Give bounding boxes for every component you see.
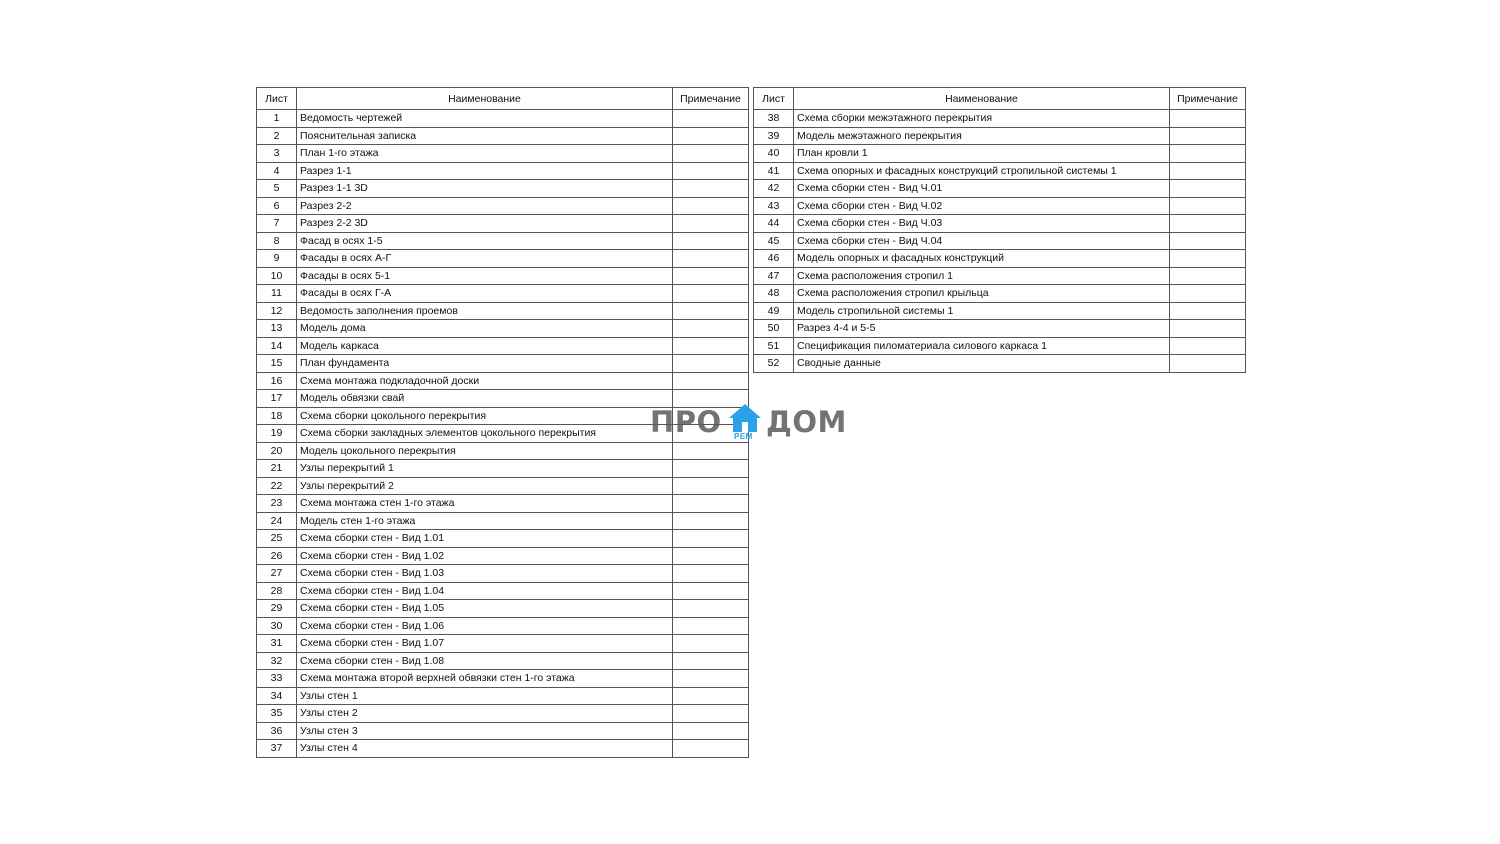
- sheet-name: Фасад в осях 1-5: [297, 232, 673, 250]
- sheet-name: Фасады в осях Г-А: [297, 285, 673, 303]
- sheet-name: Модель стропильной системы 1: [794, 302, 1170, 320]
- sheet-note: [673, 285, 749, 303]
- header-sheet: Лист: [754, 88, 794, 110]
- sheet-note: [673, 617, 749, 635]
- table-row: [257, 250, 749, 268]
- table-row: [754, 110, 1246, 128]
- sheet-name: Схема сборки стен - Вид 1.03: [297, 565, 673, 583]
- sheet-name: Схема монтажа второй верхней обвязки стен 1-го этажа: [297, 670, 673, 688]
- table-row: [754, 127, 1246, 145]
- sheet-number: 23: [257, 495, 297, 513]
- sheet-note: [673, 267, 749, 285]
- sheet-note: [1170, 162, 1246, 180]
- sheet-number: 40: [754, 145, 794, 163]
- sheet-number: 38: [754, 110, 794, 128]
- sheet-name: Схема сборки стен - Вид 1.06: [297, 617, 673, 635]
- sheet-number: 48: [754, 285, 794, 303]
- sheet-name: Разрез 2-2: [297, 197, 673, 215]
- table-row: [754, 232, 1246, 250]
- sheet-number: 47: [754, 267, 794, 285]
- sheet-name: Схема монтажа подкладочной доски: [297, 372, 673, 390]
- sheet-note: [673, 495, 749, 513]
- sheet-number: 32: [257, 652, 297, 670]
- sheet-number: 3: [257, 145, 297, 163]
- sheet-number: 39: [754, 127, 794, 145]
- sheet-number: 30: [257, 617, 297, 635]
- sheet-note: [1170, 302, 1246, 320]
- sheet-name: Схема сборки межэтажного перекрытия: [794, 110, 1170, 128]
- table-row: [257, 477, 749, 495]
- sheet-name: Модель дома: [297, 320, 673, 338]
- sheet-number: 13: [257, 320, 297, 338]
- sheet-number: 36: [257, 722, 297, 740]
- table-row: [754, 197, 1246, 215]
- table-row: [257, 302, 749, 320]
- sheet-note: [1170, 215, 1246, 233]
- sheet-number: 42: [754, 180, 794, 198]
- sheet-name: Модель каркаса: [297, 337, 673, 355]
- table-row: [754, 355, 1246, 373]
- table-row: [257, 320, 749, 338]
- sheet-number: 35: [257, 705, 297, 723]
- sheet-note: [673, 687, 749, 705]
- table-row: [257, 215, 749, 233]
- sheet-name: Разрез 1-1 3D: [297, 180, 673, 198]
- table-row: [754, 320, 1246, 338]
- sheet-number: 10: [257, 267, 297, 285]
- header-note: Примечание: [1170, 88, 1246, 110]
- sheet-note: [673, 127, 749, 145]
- sheet-name: Разрез 1-1: [297, 162, 673, 180]
- sheet-number: 37: [257, 740, 297, 758]
- sheet-number: 11: [257, 285, 297, 303]
- table-header-row: [754, 88, 1246, 110]
- sheet-note: [673, 460, 749, 478]
- sheet-note: [673, 705, 749, 723]
- sheet-note: [1170, 110, 1246, 128]
- sheet-note: [673, 302, 749, 320]
- sheet-note: [1170, 355, 1246, 373]
- sheet-name: Схема сборки стен - Вид 1.04: [297, 582, 673, 600]
- sheet-name: Фасады в осях А-Г: [297, 250, 673, 268]
- sheet-note: [673, 652, 749, 670]
- table-row: [257, 705, 749, 723]
- sheet-note: [673, 145, 749, 163]
- sheet-note: [673, 722, 749, 740]
- sheet-note: [673, 530, 749, 548]
- sheet-name: Фасады в осях 5-1: [297, 267, 673, 285]
- sheet-note: [673, 565, 749, 583]
- table-row: [257, 652, 749, 670]
- sheet-number: 25: [257, 530, 297, 548]
- sheet-name: Схема расположения стропил 1: [794, 267, 1170, 285]
- sheet-note: [673, 337, 749, 355]
- header-note: Примечание: [673, 88, 749, 110]
- sheet-name: Схема расположения стропил крыльца: [794, 285, 1170, 303]
- table-row: [754, 285, 1246, 303]
- sheet-number: 33: [257, 670, 297, 688]
- sheet-name: Пояснительная записка: [297, 127, 673, 145]
- table-row: [754, 302, 1246, 320]
- sheet-note: [673, 740, 749, 758]
- sheet-name: Схема сборки цокольного перекрытия: [297, 407, 673, 425]
- sheet-name: Модель стен 1-го этажа: [297, 512, 673, 530]
- table-row: [754, 250, 1246, 268]
- sheet-number: 31: [257, 635, 297, 653]
- sheet-note: [673, 670, 749, 688]
- table-row: [257, 512, 749, 530]
- sheet-note: [673, 180, 749, 198]
- sheet-number: 27: [257, 565, 297, 583]
- sheet-name: Ведомость чертежей: [297, 110, 673, 128]
- sheet-note: [673, 197, 749, 215]
- logo-text-left: ПРО: [650, 405, 722, 439]
- sheet-name: Схема сборки стен - Вид Ч.04: [794, 232, 1170, 250]
- sheet-number: 51: [754, 337, 794, 355]
- sheet-number: 8: [257, 232, 297, 250]
- header-name: Наименование: [794, 88, 1170, 110]
- sheet-number: 20: [257, 442, 297, 460]
- sheet-name: Схема сборки стен - Вид 1.01: [297, 530, 673, 548]
- sheet-note: [673, 512, 749, 530]
- sheet-number: 28: [257, 582, 297, 600]
- table-row: [257, 372, 749, 390]
- table-row: [257, 197, 749, 215]
- sheet-note: [673, 582, 749, 600]
- sheet-note: [673, 320, 749, 338]
- sheet-name: Схема сборки стен - Вид 1.02: [297, 547, 673, 565]
- sheet-number: 12: [257, 302, 297, 320]
- sheet-name: Схема сборки стен - Вид 1.07: [297, 635, 673, 653]
- table-row: [257, 110, 749, 128]
- table-row: [754, 145, 1246, 163]
- sheet-name: Схема монтажа стен 1-го этажа: [297, 495, 673, 513]
- sheet-name: Узлы стен 3: [297, 722, 673, 740]
- sheet-note: [1170, 145, 1246, 163]
- sheet-note: [1170, 337, 1246, 355]
- table-row: [257, 355, 749, 373]
- sheet-name: Модель опорных и фасадных конструкций: [794, 250, 1170, 268]
- sheet-number: 15: [257, 355, 297, 373]
- sheet-note: [1170, 250, 1246, 268]
- sheet-note: [673, 600, 749, 618]
- sheet-name: Сводные данные: [794, 355, 1170, 373]
- sheet-number: 52: [754, 355, 794, 373]
- sheet-number: 26: [257, 547, 297, 565]
- sheet-number: 43: [754, 197, 794, 215]
- table-row: [257, 127, 749, 145]
- sheet-number: 6: [257, 197, 297, 215]
- sheet-name: План кровли 1: [794, 145, 1170, 163]
- sheet-number: 16: [257, 372, 297, 390]
- sheet-number: 5: [257, 180, 297, 198]
- sheet-name: Ведомость заполнения проемов: [297, 302, 673, 320]
- sheet-name: Узлы перекрытий 2: [297, 477, 673, 495]
- table-row: [257, 547, 749, 565]
- sheet-name: Схема сборки закладных элементов цокольного перекрытия: [297, 425, 673, 443]
- sheet-name: Разрез 2-2 3D: [297, 215, 673, 233]
- sheet-note: [673, 162, 749, 180]
- table-row: [257, 285, 749, 303]
- table-row: [257, 442, 749, 460]
- sheet-name: Узлы стен 2: [297, 705, 673, 723]
- sheet-note: [673, 635, 749, 653]
- table-row: [754, 180, 1246, 198]
- sheet-number: 17: [257, 390, 297, 408]
- table-row: [754, 337, 1246, 355]
- drawings-table-right: [753, 87, 1246, 373]
- sheet-name: Модель межэтажного перекрытия: [794, 127, 1170, 145]
- sheet-note: [1170, 232, 1246, 250]
- sheet-note: [1170, 320, 1246, 338]
- sheet-number: 50: [754, 320, 794, 338]
- sheet-number: 9: [257, 250, 297, 268]
- sheet-note: [1170, 180, 1246, 198]
- table-row: [257, 687, 749, 705]
- sheet-number: 2: [257, 127, 297, 145]
- table-row: [257, 617, 749, 635]
- table-row: [257, 267, 749, 285]
- sheet-note: [673, 477, 749, 495]
- sheet-note: [1170, 285, 1246, 303]
- sheet-number: 1: [257, 110, 297, 128]
- table-row: [257, 600, 749, 618]
- sheet-number: 18: [257, 407, 297, 425]
- house-icon: [728, 403, 762, 433]
- table-row: [257, 180, 749, 198]
- sheet-note: [1170, 267, 1246, 285]
- table-row: [257, 145, 749, 163]
- sheet-note: [1170, 127, 1246, 145]
- header-sheet: Лист: [257, 88, 297, 110]
- table-row: [257, 162, 749, 180]
- sheet-number: 34: [257, 687, 297, 705]
- table-row: [257, 530, 749, 548]
- table-row: [257, 582, 749, 600]
- watermark-logo: [650, 403, 850, 443]
- sheet-number: 21: [257, 460, 297, 478]
- sheet-name: Схема сборки стен - Вид 1.05: [297, 600, 673, 618]
- table-row: [257, 740, 749, 758]
- table-row: [257, 232, 749, 250]
- table-header-row: [257, 88, 749, 110]
- table-row: [257, 565, 749, 583]
- logo-text-right: ДОМ: [766, 405, 847, 439]
- logo-subtext: РЕМ: [734, 432, 753, 441]
- sheet-number: 14: [257, 337, 297, 355]
- sheet-name: Спецификация пиломатериала силового каркаса 1: [794, 337, 1170, 355]
- sheet-number: 29: [257, 600, 297, 618]
- table-row: [257, 495, 749, 513]
- sheet-number: 24: [257, 512, 297, 530]
- sheet-name: Модель цокольного перекрытия: [297, 442, 673, 460]
- sheet-number: 46: [754, 250, 794, 268]
- sheet-name: Схема сборки стен - Вид 1.08: [297, 652, 673, 670]
- sheet-note: [1170, 197, 1246, 215]
- sheet-number: 4: [257, 162, 297, 180]
- sheet-name: План фундамента: [297, 355, 673, 373]
- sheet-number: 45: [754, 232, 794, 250]
- sheet-name: Схема сборки стен - Вид Ч.02: [794, 197, 1170, 215]
- sheet-name: Схема сборки стен - Вид Ч.03: [794, 215, 1170, 233]
- sheet-name: Узлы перекрытий 1: [297, 460, 673, 478]
- sheet-note: [673, 250, 749, 268]
- sheet-name: Узлы стен 4: [297, 740, 673, 758]
- table-row: [257, 337, 749, 355]
- sheet-note: [673, 372, 749, 390]
- sheet-number: 22: [257, 477, 297, 495]
- sheet-name: План 1-го этажа: [297, 145, 673, 163]
- sheet-number: 49: [754, 302, 794, 320]
- table-row: [754, 162, 1246, 180]
- sheet-name: Разрез 4-4 и 5-5: [794, 320, 1170, 338]
- table-row: [257, 670, 749, 688]
- sheet-number: 41: [754, 162, 794, 180]
- table-row: [754, 215, 1246, 233]
- sheet-name: Схема опорных и фасадных конструкций стропильной системы 1: [794, 162, 1170, 180]
- sheet-note: [673, 547, 749, 565]
- table-row: [257, 722, 749, 740]
- sheet-name: Узлы стен 1: [297, 687, 673, 705]
- sheet-note: [673, 355, 749, 373]
- sheet-number: 44: [754, 215, 794, 233]
- sheet-name: Модель обвязки свай: [297, 390, 673, 408]
- sheet-note: [673, 232, 749, 250]
- table-row: [257, 635, 749, 653]
- sheet-note: [673, 442, 749, 460]
- sheet-note: [673, 110, 749, 128]
- sheet-note: [673, 215, 749, 233]
- sheet-number: 19: [257, 425, 297, 443]
- table-row: [754, 267, 1246, 285]
- sheet-name: Схема сборки стен - Вид Ч.01: [794, 180, 1170, 198]
- header-name: Наименование: [297, 88, 673, 110]
- table-row: [257, 460, 749, 478]
- sheet-number: 7: [257, 215, 297, 233]
